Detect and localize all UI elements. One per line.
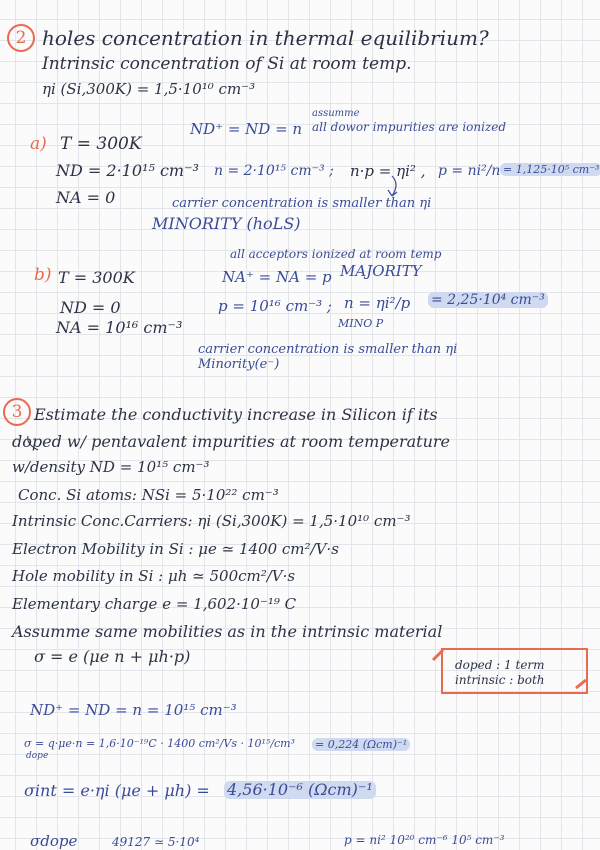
- part-b-na: NA = 10¹⁶ cm⁻³: [56, 318, 183, 337]
- calc-p-b: p = 10¹⁶ cm⁻³ ;: [218, 297, 332, 315]
- ni-line: ηi (Si,300K) = 1,5·10¹⁰ cm⁻³: [42, 80, 256, 98]
- minority-b: Minority(e⁻): [198, 357, 280, 372]
- sigma-dope-result: = 0,224 (Ωcm)⁻¹: [312, 738, 410, 751]
- nd-equation: ND⁺ = ND = n = 10¹⁵ cm⁻³: [30, 701, 237, 719]
- bottom-ratio: 49127 ≃ 5·10⁴: [112, 835, 200, 849]
- section-3-line3: w/density ND = 10¹⁵ cm⁻³: [12, 458, 210, 476]
- acceptor-equation: NA⁺ = NA = p: [222, 268, 332, 286]
- section-3-number: 3: [3, 398, 31, 426]
- note-line2: intrinsic : both: [455, 673, 545, 687]
- minority-a: MINORITY (hoLS): [152, 214, 301, 233]
- bottom-sigma-dope: σdope: [30, 832, 78, 850]
- section-3-line2: doped w/ pentavalent impurities at room temperature: [12, 432, 451, 451]
- calc-n: n = 2·10¹⁵ cm⁻³ ;: [214, 163, 334, 179]
- sigma-int-result: 4,56·10⁻⁶ (Ωcm)⁻¹: [224, 781, 376, 799]
- part-a-temp: T = 300K: [60, 134, 142, 154]
- majority-label: MAJORITY: [340, 262, 422, 280]
- part-a-nd: ND = 2·10¹⁵ cm⁻³: [56, 161, 199, 180]
- note-box: [441, 648, 588, 694]
- bottom-p-calc: p = ni² 10²⁰ cm⁻⁶ 10⁵ cm⁻³: [344, 833, 505, 847]
- sigma-formula: σ = e (μe n + μh·p): [34, 647, 191, 666]
- minor-label: MINO P: [338, 317, 384, 330]
- sigma-int: σint = e·ηi (μe + μh) =: [24, 781, 210, 800]
- part-b-nd: ND = 0: [60, 298, 121, 317]
- sigma-dope-sub: dope: [26, 751, 49, 761]
- calc-np: n·p = ηi² ,: [350, 162, 426, 180]
- assume-label: assumme: [312, 108, 360, 119]
- part-a-label: a): [30, 134, 47, 154]
- assume-same: Assumme same mobilities as in the intrinsic material: [12, 622, 443, 641]
- hole-mobility: Hole mobility in Si : μh ≃ 500cm²/V·s: [12, 567, 296, 585]
- calc-p-result: = 1,125·10⁵ cm⁻³: [500, 163, 600, 176]
- elementary-charge: Elementary charge e = 1,602·10⁻¹⁹ C: [12, 595, 297, 613]
- intrinsic-conc: Intrinsic Conc.Carriers: ηi (Si,300K) = 1,5·10¹⁰ cm⁻³: [12, 512, 411, 530]
- part-b-temp: T = 300K: [58, 268, 135, 287]
- sigma-dope: σ = q·μe·n = 1,6·10⁻¹⁹C · 1400 cm²/Vs · 10¹⁵/cm³: [24, 737, 296, 750]
- donor-note: all dowor impurities are ionized: [312, 120, 507, 134]
- carrier-note-a: carrier concentration is smaller than ηi: [172, 196, 432, 211]
- section-2-number: 2: [7, 24, 35, 52]
- section-3-line1: Estimate the conductivity increase in Silicon if its: [34, 405, 438, 424]
- calc-p: p = ni²/n: [438, 163, 501, 179]
- section-2-title: holes concentration in thermal equilibrium?: [42, 26, 489, 50]
- part-a-na: NA = 0: [56, 188, 116, 207]
- acceptor-note: all acceptors ionized at room temp: [230, 247, 442, 261]
- calc-n-b: n = ηi²/p: [344, 294, 411, 312]
- part-b-label: b): [34, 265, 52, 285]
- conc-si: Conc. Si atoms: NSi = 5·10²² cm⁻³: [18, 486, 279, 504]
- carrier-note-b: carrier concentration is smaller than ηi: [198, 342, 458, 357]
- donor-equation: ND⁺ = ND = n: [190, 120, 303, 138]
- intrinsic-line: Intrinsic concentration of Si at room temp.: [42, 54, 412, 74]
- calc-n-b-result: = 2,25·10⁴ cm⁻³: [428, 292, 548, 308]
- note-line1: doped : 1 term: [455, 658, 545, 672]
- electron-mobility: Electron Mobility in Si : μe ≃ 1400 cm²/V·s: [12, 540, 339, 558]
